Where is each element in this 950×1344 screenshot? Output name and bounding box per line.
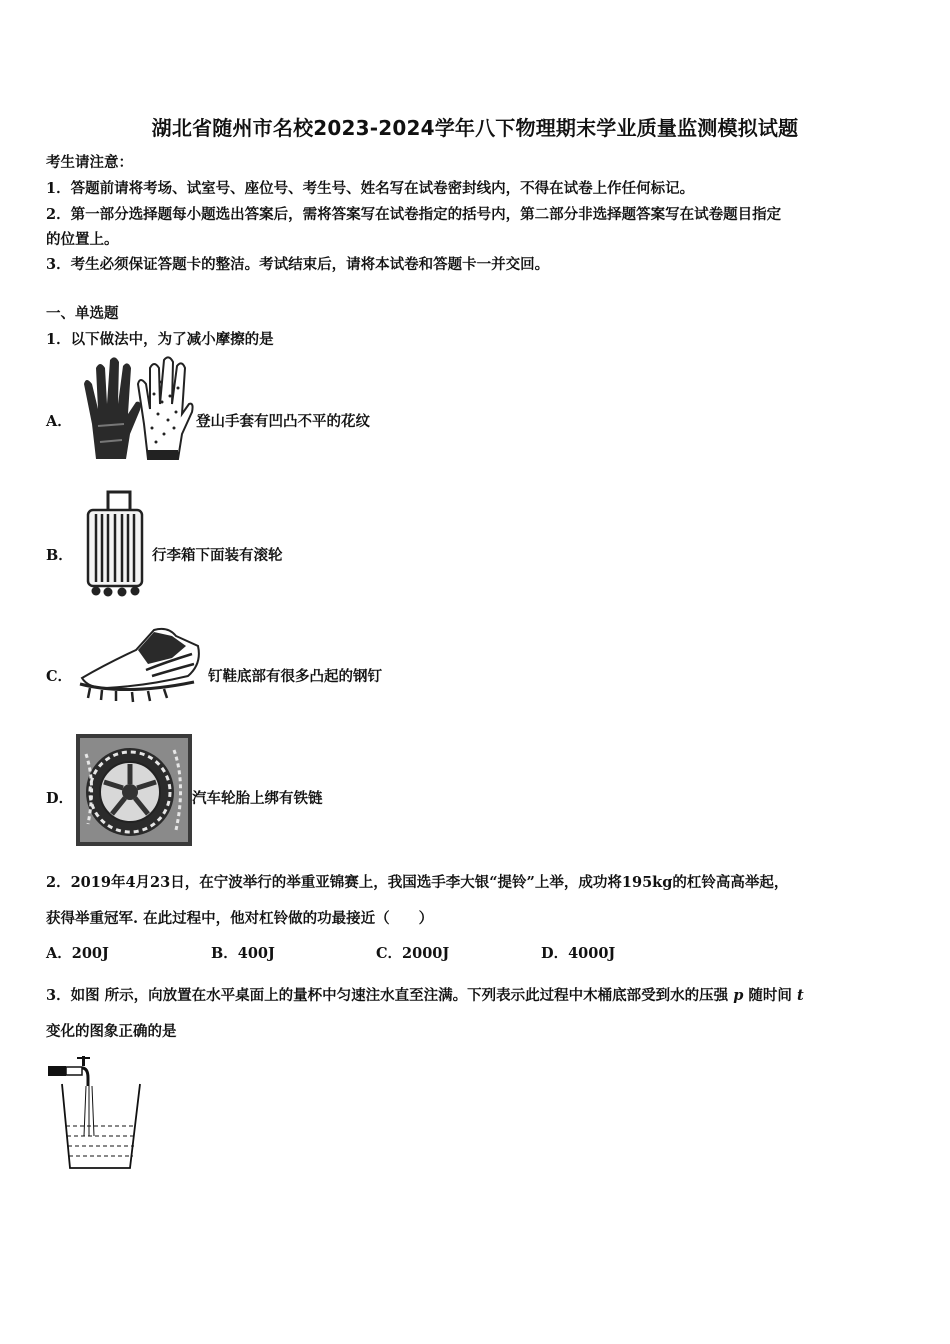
notice-heading: 考生请注意： xyxy=(46,154,133,171)
page-title: 湖北省随州市名校2023-2024学年八下物理期末学业质量监测模拟试题 xyxy=(151,116,799,140)
section-heading: 一、单选题 xyxy=(46,305,119,322)
question-1-stem: 1．以下做法中，为了减小摩擦的是 xyxy=(46,331,274,348)
option-c-label: C． xyxy=(46,668,73,685)
question-3-line-1 xyxy=(46,984,804,1005)
question-3-line-2: 变化的图象正确的是 xyxy=(46,1023,177,1040)
chained-tire-image xyxy=(76,734,192,846)
option-a-text: 登山手套有凹凸不平的花纹 xyxy=(196,413,370,430)
notice-item-2: 2．第一部分选择题每小题选出答案后，需将答案写在试卷指定的括号内，第二部分非选择题答案写在试卷题目指定 xyxy=(46,206,782,223)
option-a-label: A． xyxy=(46,413,72,430)
q2-choice-b: B．400J xyxy=(211,945,275,962)
gloves-image xyxy=(78,354,196,466)
var-p: p xyxy=(733,987,744,1004)
var-t: t xyxy=(796,987,804,1004)
option-d-label: D． xyxy=(46,790,74,807)
option-b-label: B． xyxy=(46,547,73,564)
notice-item-2-cont: 的位置上。 xyxy=(46,231,119,248)
faucet-cup-image xyxy=(44,1052,146,1174)
suitcase-image xyxy=(82,488,148,600)
option-d-text: 汽车轮胎上绑有铁链 xyxy=(192,790,323,807)
q2-choice-a: A．200J xyxy=(46,945,109,962)
q2-choice-d: D．4000J xyxy=(541,945,616,962)
notice-item-3: 3．考生必须保证答题卡的整洁。考试结束后，请将本试卷和答题卡一并交回。 xyxy=(46,256,550,273)
option-b-text: 行李箱下面装有滚轮 xyxy=(152,547,283,564)
question-2-line-2: 获得举重冠军. 在此过程中，他对杠铃做的功最接近（ ） xyxy=(46,910,434,927)
q2-choice-c: C．2000J xyxy=(376,945,450,962)
question-2-line-1: 2．2019年4月23日，在宁波举行的举重亚锦赛上，我国选手李大银“提铃”上举，成功将195kg的杠铃高高举起， xyxy=(46,874,789,891)
option-c-text: 钉鞋底部有很多凸起的钢钉 xyxy=(208,668,382,685)
question-3-text-a: 3．如图 所示，向放置在水平桌面上的量杯中匀速注水直至注满。下列表示此过程中木桶底部受到水的压强 xyxy=(46,987,734,1004)
spiked-shoe-image xyxy=(76,624,206,704)
notice-item-1: 1．答题前请将考场、试室号、座位号、考生号、姓名写在试卷密封线内，不得在试卷上作任何标记。 xyxy=(46,180,695,197)
question-3-text-b: 随时间 xyxy=(743,987,797,1004)
